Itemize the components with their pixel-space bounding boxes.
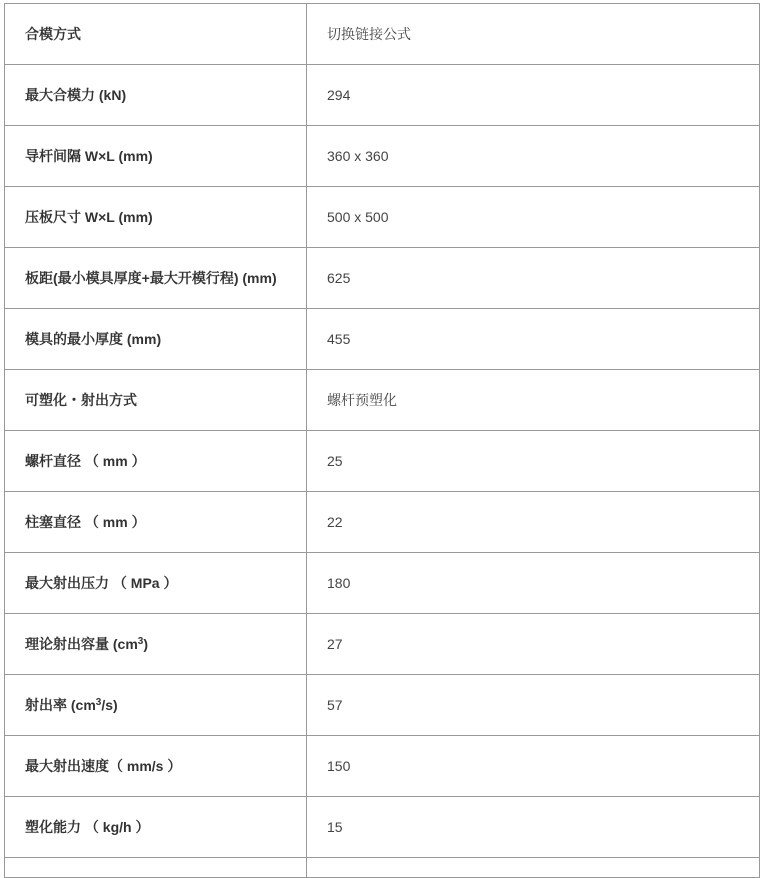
table-row — [5, 187, 760, 248]
label-text: 理论射出容量 (cm — [25, 636, 138, 652]
spec-label-injection-rate — [5, 675, 307, 736]
spec-label-theoretical-shot-volume — [5, 614, 307, 675]
superscript: 3 — [95, 697, 102, 708]
spec-value-min-mold-thickness: 455 — [307, 309, 760, 370]
spec-value-clamp-method: 切换链接公式 — [307, 4, 760, 65]
spec-value-tie-bar-spacing: 360 x 360 — [307, 126, 760, 187]
label-text: ) — [143, 636, 149, 652]
spec-label-min-mold-thickness: 模具的最小厚度 (mm) — [5, 309, 307, 370]
spec-value-max-clamp-force: 294 — [307, 65, 760, 126]
spec-value-daylight: 625 — [307, 248, 760, 309]
spec-label-plasticizing-capacity: 塑化能力 （ kg/h ） — [5, 797, 307, 858]
table-row — [5, 797, 760, 858]
table-row — [5, 492, 760, 553]
spec-label-max-injection-pressure: 最大射出压力 （ MPa ） — [5, 553, 307, 614]
table-row — [5, 65, 760, 126]
spec-label-plunger-diameter: 柱塞直径 （ mm ） — [5, 492, 307, 553]
spec-label-plasticizing-method: 可塑化・射出方式 — [5, 370, 307, 431]
spec-value-cut-off — [307, 858, 760, 878]
spec-value-screw-diameter: 25 — [307, 431, 760, 492]
label-text: /s) — [101, 697, 118, 713]
table-row — [5, 431, 760, 492]
spec-label-tie-bar-spacing: 导杆间隔 W×L (mm) — [5, 126, 307, 187]
label-text: 射出率 (cm — [25, 697, 96, 713]
spec-value-max-injection-pressure: 180 — [307, 553, 760, 614]
spec-table — [4, 3, 760, 878]
spec-value-theoretical-shot-volume: 27 — [307, 614, 760, 675]
table-row — [5, 553, 760, 614]
spec-label-platen-size: 压板尺寸 W×L (mm) — [5, 187, 307, 248]
spec-value-plasticizing-capacity: 15 — [307, 797, 760, 858]
table-row — [5, 248, 760, 309]
spec-label-screw-diameter: 螺杆直径 （ mm ） — [5, 431, 307, 492]
spec-value-plasticizing-method: 螺杆预塑化 — [307, 370, 760, 431]
table-row — [5, 675, 760, 736]
table-row-partial — [5, 858, 760, 878]
spec-label-clamp-method: 合模方式 — [5, 4, 307, 65]
spec-value-platen-size: 500 x 500 — [307, 187, 760, 248]
spec-label-max-clamp-force: 最大合模力 (kN) — [5, 65, 307, 126]
table-row — [5, 614, 760, 675]
spec-value-plunger-diameter: 22 — [307, 492, 760, 553]
spec-label-cut-off — [5, 858, 307, 878]
spec-label-daylight: 板距(最小模具厚度+最大开模行程) (mm) — [5, 248, 307, 309]
spec-value-injection-rate: 57 — [307, 675, 760, 736]
table-row — [5, 4, 760, 65]
table-row — [5, 736, 760, 797]
spec-value-max-injection-speed: 150 — [307, 736, 760, 797]
superscript: 3 — [137, 636, 144, 647]
table-row — [5, 126, 760, 187]
table-row — [5, 309, 760, 370]
spec-label-max-injection-speed: 最大射出速度（ mm/s ） — [5, 736, 307, 797]
table-row — [5, 370, 760, 431]
